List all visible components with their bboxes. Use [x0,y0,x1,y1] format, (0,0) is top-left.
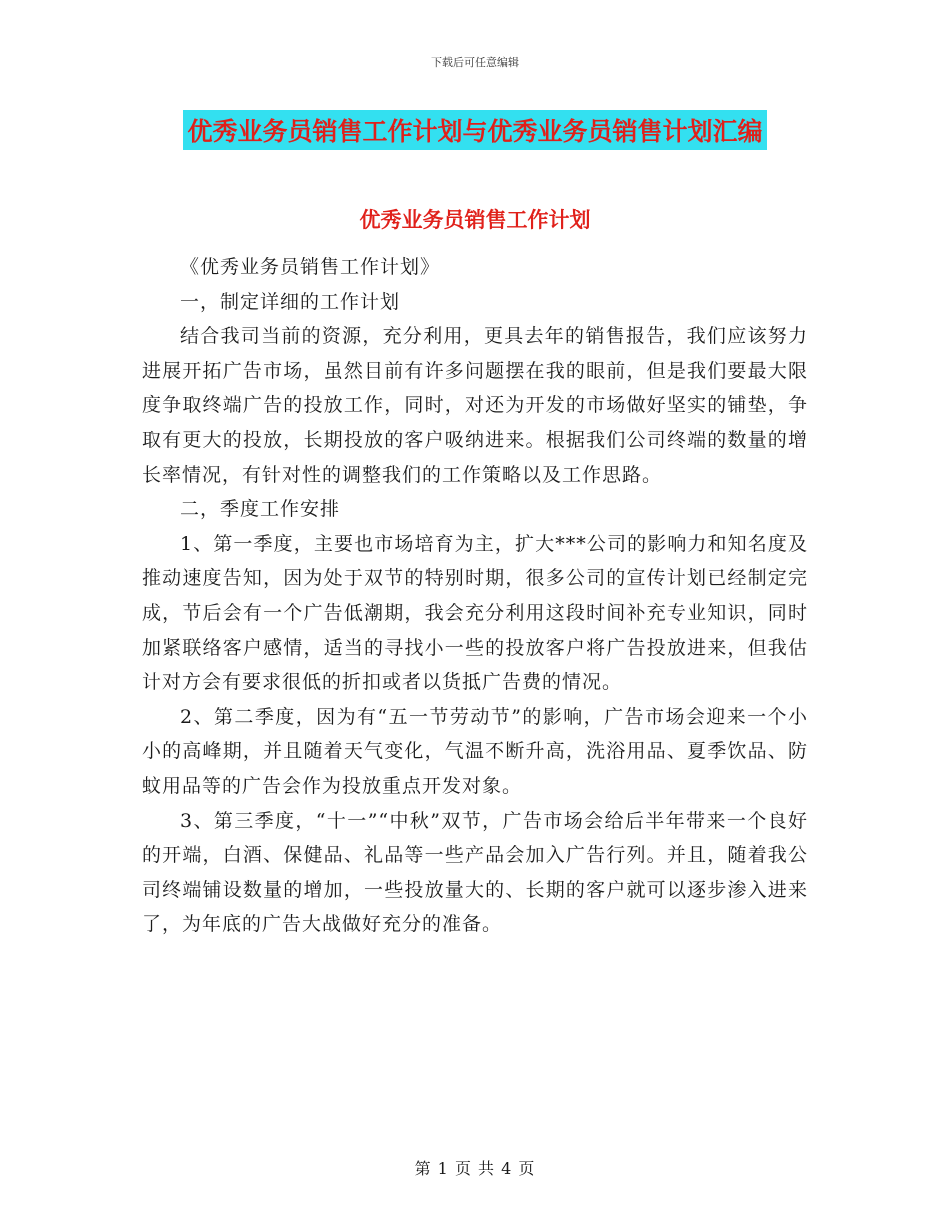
paragraph-book-title: 《优秀业务员销售工作计划》 [180,256,441,278]
main-title-wrap [0,110,950,150]
document-body [142,250,808,942]
paragraph-heading-plan: 一，制定详细的工作计划 [180,290,401,313]
main-title: 优秀业务员销售工作计划与优秀业务员销售计划汇编 [183,110,766,150]
paragraph-heading-quarters: 二，季度工作安排 [180,498,341,521]
page-number: 第 1 页 共 4 页 [414,1159,536,1178]
paragraph-quarter-3: 3、第三季度，“十一”“中秋”双节，广告市场会给后半年带来一个良好的开端，白酒、保健品、礼品等一些产品会加入广告行列。并且，随着我公司终端铺设数量的增加，一些投放量大的、长期的客户就可以逐步渗入进来了，为年底的广告大战做好充分的准备。 [142,809,808,936]
paragraph-quarter-1: 1、第一季度，主要也市场培育为主，扩大***公司的影响力和知名度及推动速度告知，因为处于双节的特别时期，很多公司的宣传计划已经制定完成，节后会有一个广告低潮期，我会充分利用这段时间补充专业知识，同时加紧联络客户感情，适当的寻找小一些的投放客户将广告投放进来，但我估计对方会有要求很低的折扣或者以货抵广告费的情况。 [142,532,808,694]
paragraph-plan-body: 结合我司当前的资源，充分利用，更具去年的销售报告，我们应该努力进展开拓广告市场，虽然目前有许多问题摆在我的眼前，但是我们要最大限度争取终端广告的投放工作，同时，对还为开发的市场做好坚实的铺垫，争取有更大的投放，长期投放的客户吸纳进来。根据我们公司终端的数量的增长率情况，有针对性的调整我们的工作策略以及工作思路。 [142,325,808,486]
section-title: 优秀业务员销售工作计划 [359,208,591,232]
paragraph-quarter-2: 2、第二季度，因为有“五一节劳动节”的影响，广告市场会迎来一个小小的高峰期，并且随着天气变化，气温不断升高，洗浴用品、夏季饮品、防蚊用品等的广告会作为投放重点开发对象。 [142,705,808,797]
header-note: 下载后可任意编辑 [431,56,519,69]
